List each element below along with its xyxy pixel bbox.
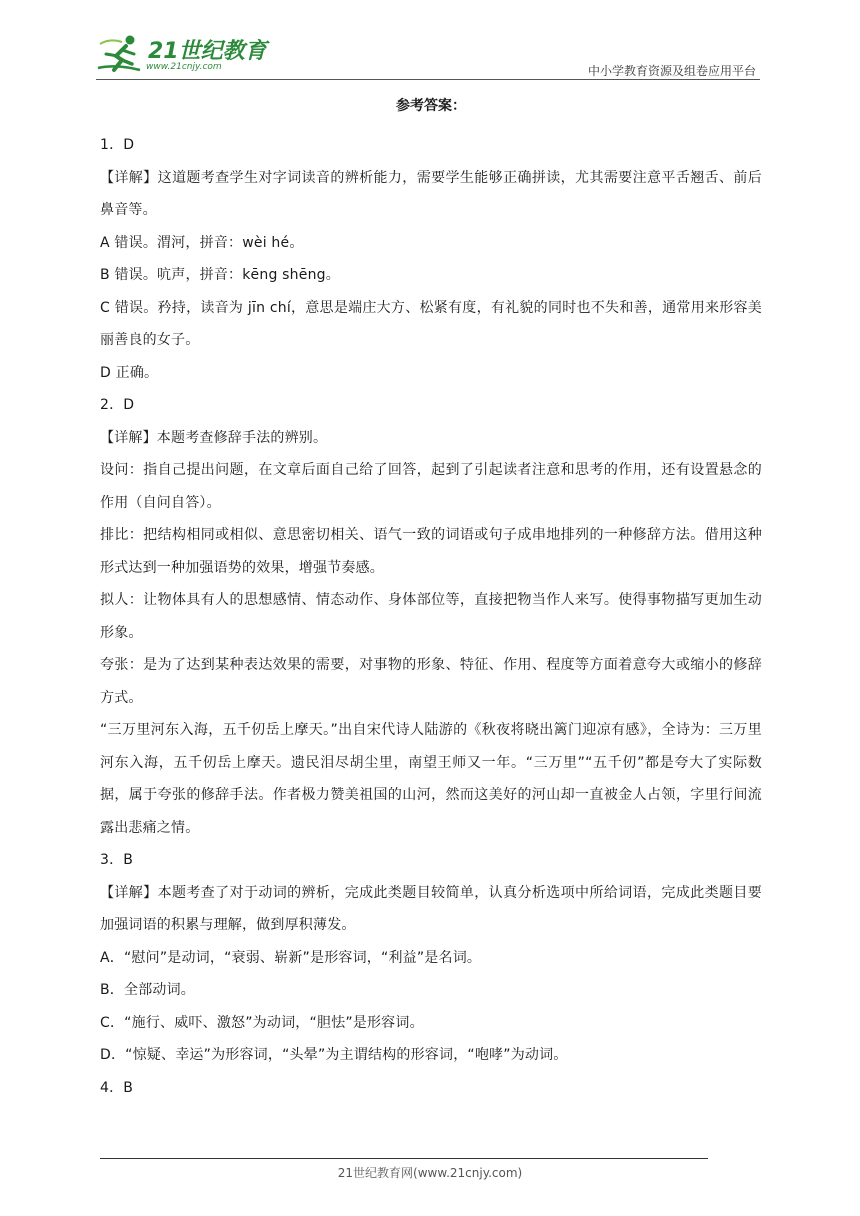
answer-number: 2．D: [100, 397, 135, 413]
definition-paragraph: 排比：把结构相同或相似、意思密切相关、语气一致的词语或句子成串地排列的一种修辞方法。借用这种形式达到一种加强语势的效果，增强节奏感。: [100, 527, 762, 576]
page-title: 参考答案：: [396, 98, 466, 114]
logo-text: 21世纪教育: [148, 39, 267, 64]
option-paragraph: D．“惊疑、幸运”为形容词，“头晕”为主谓结构的形容词，“咆哮”为动词。: [100, 1047, 568, 1063]
answer-number: 3．B: [100, 852, 134, 868]
analysis-paragraph: “三万里河东入海，五千仞岳上摩天。”出自宋代诗人陆游的《秋夜将晓出篱门迎凉有感》，全诗为：三万里河东入海，五千仞岳上摩天。遗民泪尽胡尘里，南望王师又一年。“三万里”“五千仞”都是夸大了实际数据，属于夸张的修辞手法。作者极力赞美祖国的山河，然而这美好的河山却一直被金人占领，字里行间流露出悲痛之情。: [100, 722, 762, 836]
option-paragraph: C．“施行、威吓、激怒”为动词，“胆怯”是形容词。: [100, 1014, 424, 1031]
explanation-paragraph: 【详解】这道题考查学生对字词读音的辨析能力，需要学生能够正确拼读，尤其需要注意平舌翘舌、前后鼻音等。: [100, 169, 762, 218]
answer-number: 1．D: [100, 137, 135, 153]
answer-number: 4．B: [100, 1079, 134, 1096]
footer-divider: [100, 1158, 708, 1159]
option-paragraph: A．“慰问”是动词，“衰弱、崭新”是形容词，“利益”是名词。: [100, 949, 482, 966]
option-paragraph: A 错误。渭河，拼音：wèi hé。: [100, 234, 304, 251]
runner-logo-icon: [96, 34, 148, 80]
logo-url: www.21cnjy.com: [146, 62, 222, 72]
page-footer: 21世纪教育网(www.21cnjy.com): [337, 1166, 523, 1180]
header-divider: [96, 79, 760, 80]
definition-paragraph: 设问：指自己提出问题，在文章后面自己给了回答，起到了引起读者注意和思考的作用，还有设置悬念的作用（自问自答）。: [100, 462, 762, 511]
platform-name: 中小学教育资源及组卷应用平台: [587, 64, 756, 78]
explanation-paragraph: 【详解】本题考查了对于动词的辨析，完成此类题目较简单，认真分析选项中所给词语，完成此类题目要加强词语的积累与理解，做到厚积薄发。: [100, 884, 762, 933]
explanation-paragraph: 【详解】本题考查修辞手法的辨别。: [100, 429, 328, 446]
option-paragraph: B．全部动词。: [100, 982, 196, 998]
definition-paragraph: 拟人：让物体具有人的思想感情、情态动作、身体部位等，直接把物当作人来写。使得事物描写更加生动形象。: [100, 592, 762, 641]
definition-paragraph: 夸张：是为了达到某种表达效果的需要，对事物的形象、特征、作用、程度等方面着意夸大或缩小的修辞方式。: [100, 657, 762, 706]
document-body: [100, 96, 762, 1104]
option-paragraph: B 错误。吭声，拼音：kēng shēng。: [100, 267, 340, 283]
option-paragraph: C 错误。矜持，读音为 jīn chí，意思是端庄大方、松紧有度，有礼貌的同时也不失和善，通常用来形容美丽善良的女子。: [100, 299, 762, 348]
option-paragraph: D 正确。: [100, 364, 159, 381]
page-header: [0, 0, 860, 82]
logo: [96, 34, 266, 80]
